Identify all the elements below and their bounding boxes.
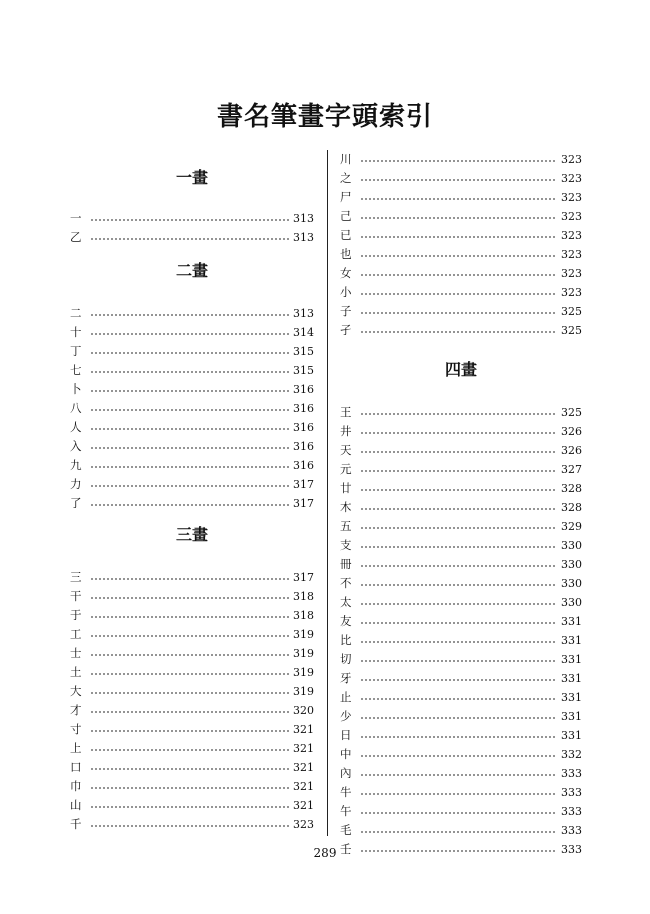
dot-leader [360,660,557,662]
dot-leader [360,831,557,833]
entry-page: 330 [561,539,582,552]
dot-leader [90,787,289,789]
entry-page: 329 [561,520,582,533]
entry-char: 士 [70,646,82,660]
entry-page: 333 [561,786,582,799]
entry-char: 小 [340,285,352,299]
entry-char: 丁 [70,344,82,358]
dot-leader [360,546,557,548]
index-entry [340,688,582,707]
index-entry [70,342,314,361]
entry-page: 315 [293,364,314,377]
index-entry [70,796,314,815]
dot-leader [360,179,557,181]
entry-char: 廿 [340,481,352,495]
entry-char: 卜 [70,382,82,396]
entry-char: 了 [70,496,82,510]
dot-leader [90,238,289,240]
index-entry [340,764,582,783]
entry-page: 332 [561,748,582,761]
dot-leader [360,736,557,738]
entry-char: 日 [340,728,352,742]
index-entry [340,245,582,264]
dot-leader [90,616,289,618]
entry-char: 牛 [340,785,352,799]
dot-leader [360,255,557,257]
dot-leader [90,654,289,656]
entry-page: 323 [561,172,582,185]
index-entry [70,815,314,834]
entry-page: 323 [561,229,582,242]
entry-page: 317 [293,497,314,510]
index-entry [70,682,314,701]
entry-page: 317 [293,571,314,584]
entry-page: 316 [293,421,314,434]
entry-char: 比 [340,633,352,647]
entry-char: 子 [340,304,352,318]
index-entry [340,283,582,302]
entry-page: 333 [561,824,582,837]
index-entry [340,593,582,612]
entry-char: 二 [70,306,82,320]
entry-char: 三 [70,570,82,584]
dot-leader [360,432,557,434]
entry-page: 323 [561,210,582,223]
entry-char: 一 [70,211,82,225]
entry-page: 316 [293,459,314,472]
entry-char: 已 [340,228,352,242]
dot-leader [360,508,557,510]
stroke-heading: 三畫 [175,525,208,544]
entry-char: 支 [340,538,352,552]
index-entry [340,422,582,441]
entry-char: 上 [70,741,82,755]
dot-leader [90,806,289,808]
index-entry [340,669,582,688]
entry-char: 十 [70,325,82,339]
entry-page: 318 [293,590,314,603]
entry-page: 314 [293,326,314,339]
entry-char: 土 [70,665,82,679]
dot-leader [90,466,289,468]
entry-page: 316 [293,383,314,396]
index-entry [340,150,582,169]
entry-page: 325 [561,305,582,318]
entry-char: 人 [70,420,82,434]
entry-page: 330 [561,577,582,590]
entry-char: 女 [340,266,352,280]
dot-leader [360,160,557,162]
dot-leader [360,293,557,295]
dot-leader [90,749,289,751]
dot-leader [360,755,557,757]
entry-char: 壬 [340,842,352,856]
entry-page: 321 [293,799,314,812]
entry-page: 328 [561,482,582,495]
index-entry [340,555,582,574]
page-number: 289 [313,846,337,860]
index-entry [340,460,582,479]
index-entry [70,777,314,796]
entry-page: 331 [561,710,582,723]
entry-char: 王 [340,405,352,419]
entry-page: 317 [293,478,314,491]
dot-leader [90,447,289,449]
index-entry [70,361,314,380]
entry-char: 太 [340,595,352,609]
entry-page: 331 [561,672,582,685]
entry-page: 313 [293,307,314,320]
entry-char: 工 [70,627,82,641]
entry-page: 316 [293,440,314,453]
index-entry [340,650,582,669]
entry-char: 大 [70,684,82,698]
entry-page: 330 [561,596,582,609]
index-entry [340,536,582,555]
index-entry [340,726,582,745]
entry-char: 毛 [340,823,352,837]
page-title: 書名筆畫字頭索引 [216,102,433,132]
entry-page: 319 [293,647,314,660]
index-entry [340,403,582,422]
stroke-heading: 二畫 [175,261,208,280]
index-entry [340,517,582,536]
entry-page: 325 [561,324,582,337]
entry-char: 山 [70,798,82,812]
entry-char: 內 [340,766,352,780]
dot-leader [360,217,557,219]
entry-char: 天 [340,443,352,457]
index-entry [70,606,314,625]
dot-leader [360,236,557,238]
dot-leader [90,825,289,827]
entry-page: 327 [561,463,582,476]
dot-leader [360,470,557,472]
entry-char: 友 [340,614,352,628]
index-entry [70,587,314,606]
dot-leader [360,812,557,814]
entry-page: 331 [561,615,582,628]
entry-char: 力 [70,477,82,491]
dot-leader [90,371,289,373]
dot-leader [90,314,289,316]
entry-char: 九 [70,458,82,472]
entry-char: 寸 [70,722,82,736]
dot-leader [360,774,557,776]
dot-leader [360,451,557,453]
entry-char: 午 [340,804,352,818]
index-entry [70,663,314,682]
entry-page: 326 [561,425,582,438]
entry-char: 冊 [340,557,352,571]
left-column [70,150,314,834]
index-entry [340,498,582,517]
index-entry [70,380,314,399]
entry-page: 328 [561,501,582,514]
entry-page: 331 [561,691,582,704]
dot-leader [360,565,557,567]
entry-char: 千 [70,817,82,831]
dot-leader [90,504,289,506]
index-entry [70,418,314,437]
dot-leader [360,641,557,643]
index-entry [70,228,314,247]
entry-page: 330 [561,558,582,571]
entry-page: 321 [293,723,314,736]
entry-page: 325 [561,406,582,419]
entry-page: 323 [561,267,582,280]
dot-leader [90,768,289,770]
entry-page: 313 [293,231,314,244]
entry-char: 己 [340,209,352,223]
dot-leader [360,717,557,719]
entry-page: 318 [293,609,314,622]
entry-char: 七 [70,363,82,377]
entry-char: 之 [340,171,352,185]
entry-char: 止 [340,690,352,704]
dot-leader [90,219,289,221]
dot-leader [360,793,557,795]
index-entry [70,437,314,456]
dot-leader [90,597,289,599]
index-entry [340,821,582,840]
entry-char: 孑 [340,323,352,337]
index-entry [340,745,582,764]
entry-char: 于 [70,608,82,622]
dot-leader [360,584,557,586]
entry-char: 干 [70,589,82,603]
index-entry [340,707,582,726]
entry-char: 元 [340,462,352,476]
index-entry [70,644,314,663]
dot-leader [360,198,557,200]
dot-leader [360,679,557,681]
index-entry [340,264,582,283]
dot-leader [90,352,289,354]
entry-page: 323 [561,248,582,261]
entry-page: 323 [561,191,582,204]
index-entry [340,612,582,631]
entry-page: 319 [293,628,314,641]
entry-char: 巾 [70,779,82,793]
entry-page: 333 [561,767,582,780]
entry-page: 319 [293,666,314,679]
dot-leader [90,333,289,335]
dot-leader [90,692,289,694]
dot-leader [360,312,557,314]
index-entry [70,456,314,475]
index-entry [70,720,314,739]
stroke-heading: 一畫 [175,168,208,187]
entry-page: 331 [561,653,582,666]
dot-leader [90,390,289,392]
index-entry [70,758,314,777]
index-entry [340,783,582,802]
dot-leader [90,409,289,411]
entry-char: 口 [70,760,82,774]
index-entry [70,494,314,513]
entry-page: 313 [293,212,314,225]
entry-char: 中 [340,747,352,761]
stroke-heading: 四畫 [444,360,477,379]
entry-char: 木 [340,500,352,514]
entry-char: 尸 [340,190,352,204]
index-entry [340,441,582,460]
index-entry [340,207,582,226]
entry-char: 八 [70,401,82,415]
dot-leader [360,527,557,529]
index-entry [70,323,314,342]
dot-leader [90,730,289,732]
dot-leader [90,578,289,580]
dot-leader [360,603,557,605]
dot-leader [360,489,557,491]
dot-leader [360,331,557,333]
entry-page: 331 [561,634,582,647]
entry-page: 319 [293,685,314,698]
index-entry [70,304,314,323]
index-entry [340,479,582,498]
dot-leader [90,635,289,637]
entry-page: 333 [561,805,582,818]
right-column [340,150,582,859]
dot-leader [90,711,289,713]
entry-page: 316 [293,402,314,415]
index-entry [340,169,582,188]
entry-char: 五 [340,519,352,533]
index-entry [340,574,582,593]
index-entry [340,226,582,245]
index-entry [340,188,582,207]
entry-page: 321 [293,742,314,755]
index-entry [70,399,314,418]
entry-char: 井 [340,424,352,438]
entry-page: 321 [293,761,314,774]
entry-char: 才 [70,703,82,717]
dot-leader [90,673,289,675]
column-divider [327,150,328,836]
index-entry [70,568,314,587]
entry-page: 331 [561,729,582,742]
entry-char: 入 [70,439,82,453]
index-entry [340,802,582,821]
entry-char: 不 [340,576,352,590]
dot-leader [360,698,557,700]
index-entry [70,739,314,758]
index-entry [340,321,582,340]
entry-char: 乙 [70,230,82,244]
dot-leader [90,428,289,430]
entry-char: 切 [340,652,352,666]
entry-char: 少 [340,709,352,723]
index-entry [340,631,582,650]
entry-page: 315 [293,345,314,358]
entry-page: 323 [293,818,314,831]
entry-char: 牙 [340,671,352,685]
index-entry [70,209,314,228]
entry-page: 323 [561,153,582,166]
index-entry [70,625,314,644]
dot-leader [360,622,557,624]
entry-char: 川 [340,152,352,166]
dot-leader [90,485,289,487]
index-entry [70,475,314,494]
entry-page: 333 [561,843,582,856]
index-entry [70,701,314,720]
entry-page: 326 [561,444,582,457]
entry-page: 321 [293,780,314,793]
dot-leader [360,274,557,276]
entry-page: 323 [561,286,582,299]
index-entry [340,302,582,321]
entry-page: 320 [293,704,314,717]
entry-char: 也 [340,247,352,261]
dot-leader [360,413,557,415]
